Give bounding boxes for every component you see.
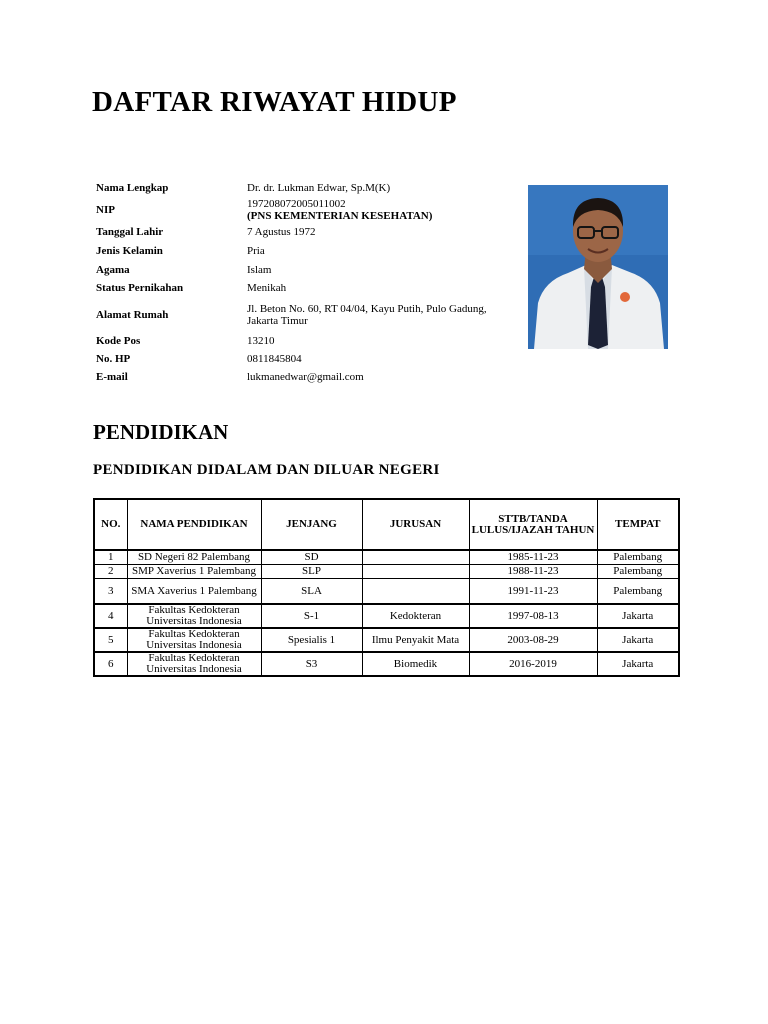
info-row-nama [93, 180, 490, 196]
profile-photo [528, 185, 668, 349]
info-label: Agama [96, 263, 130, 276]
cell-tahun: 2003-08-29 [469, 628, 597, 652]
photo-lapel-badge [620, 292, 630, 302]
cell-tempat: Palembang [597, 565, 679, 579]
info-row-jenis-kelamin [93, 241, 490, 260]
cell-no: 6 [94, 652, 127, 676]
cell-jurusan: Biomedik [362, 652, 469, 676]
info-row-alamat [93, 297, 490, 332]
education-subtitle: PENDIDIKAN DIDALAM DAN DILUAR NEGERI [93, 462, 440, 478]
info-row-kode-pos [93, 332, 490, 350]
education-table [93, 498, 680, 677]
cell-jenjang: SLA [261, 579, 362, 605]
cell-jenjang: S-1 [261, 604, 362, 628]
info-value: 197208072005011002 [247, 197, 346, 210]
cell-tempat: Palembang [597, 550, 679, 565]
table-row [94, 565, 679, 579]
info-value: 0811845804 [247, 353, 302, 365]
info-value: Islam [247, 263, 272, 276]
cell-no: 2 [94, 565, 127, 579]
info-label: Tanggal Lahir [96, 226, 164, 238]
info-value-employer: (PNS KEMENTERIAN KESEHATAN) [247, 209, 433, 222]
cell-nama: Fakultas Kedokteran Universitas Indonesia [127, 628, 261, 652]
column-header-jenjang: JENJANG [261, 499, 362, 550]
info-label: E-mail [96, 371, 128, 383]
info-value: 13210 [247, 335, 275, 347]
photo-tie [588, 277, 608, 349]
cell-nama: SMP Xaverius 1 Palembang [127, 565, 261, 579]
column-header-tahun: STTB/TANDA LULUS/IJAZAH TAHUN [469, 499, 597, 550]
education-header-row [94, 499, 679, 550]
info-label: No. HP [96, 353, 131, 365]
info-label: NIP [96, 203, 115, 216]
cell-no: 3 [94, 579, 127, 605]
info-value: lukmanedwar@gmail.com [247, 371, 364, 383]
cell-jurusan: Kedokteran [362, 604, 469, 628]
column-header-nama-pendidikan: NAMA PENDIDIKAN [127, 499, 261, 550]
cell-tahun: 1985-11-23 [469, 550, 597, 565]
cell-tahun: 2016-2019 [469, 652, 597, 676]
info-row-tanggal-lahir [93, 223, 490, 241]
cell-nama: SMA Xaverius 1 Palembang [127, 579, 261, 605]
column-header-tempat: TEMPAT [597, 499, 679, 550]
cell-jenjang: SD [261, 550, 362, 565]
info-value: Dr. dr. Lukman Edwar, Sp.M(K) [247, 182, 391, 194]
cell-tempat: Jakarta [597, 652, 679, 676]
table-row [94, 628, 679, 652]
table-row [94, 604, 679, 628]
info-value: Jl. Beton No. 60, RT 04/04, Kayu Putih, Pulo Gadung, Jakarta Timur [247, 302, 487, 327]
cell-nama: Fakultas Kedokteran Universitas Indonesia [127, 604, 261, 628]
cell-jenjang: Spesialis 1 [261, 628, 362, 652]
cell-tahun: 1991-11-23 [469, 579, 597, 605]
table-row [94, 652, 679, 676]
cell-nama: SD Negeri 82 Palembang [127, 550, 261, 565]
cell-jurusan [362, 565, 469, 579]
cell-tahun: 1997-08-13 [469, 604, 597, 628]
info-row-no-hp [93, 350, 490, 368]
cell-tempat: Palembang [597, 579, 679, 605]
cell-no: 4 [94, 604, 127, 628]
info-row-agama [93, 260, 490, 279]
table-row [94, 550, 679, 565]
info-row-nip [93, 196, 490, 223]
cell-tempat: Jakarta [597, 604, 679, 628]
personal-info-table [93, 180, 490, 386]
cell-jurusan [362, 579, 469, 605]
cell-jurusan [362, 550, 469, 565]
info-value-cell [244, 196, 490, 223]
education-section-title: PENDIDIKAN [93, 420, 229, 444]
info-value: Pria [247, 244, 265, 257]
cell-nama: Fakultas Kedokteran Universitas Indonesia [127, 652, 261, 676]
info-value: Menikah [247, 282, 287, 294]
document-title: DAFTAR RIWAYAT HIDUP [92, 86, 457, 118]
cell-jenjang: SLP [261, 565, 362, 579]
info-row-status-pernikahan [93, 279, 490, 297]
table-row [94, 579, 679, 605]
cell-no: 5 [94, 628, 127, 652]
info-value: 7 Agustus 1972 [247, 226, 316, 238]
info-label: Jenis Kelamin [96, 244, 163, 257]
cell-jenjang: S3 [261, 652, 362, 676]
cell-jurusan: Ilmu Penyakit Mata [362, 628, 469, 652]
info-label: Alamat Rumah [96, 308, 169, 321]
cell-tempat: Jakarta [597, 628, 679, 652]
column-header-jurusan: JURUSAN [362, 499, 469, 550]
info-label: Nama Lengkap [96, 182, 169, 194]
info-label: Kode Pos [96, 335, 141, 347]
info-row-email [93, 368, 490, 386]
info-label: Status Pernikahan [96, 282, 184, 294]
cell-no: 1 [94, 550, 127, 565]
column-header-no: NO. [94, 499, 127, 550]
cell-tahun: 1988-11-23 [469, 565, 597, 579]
